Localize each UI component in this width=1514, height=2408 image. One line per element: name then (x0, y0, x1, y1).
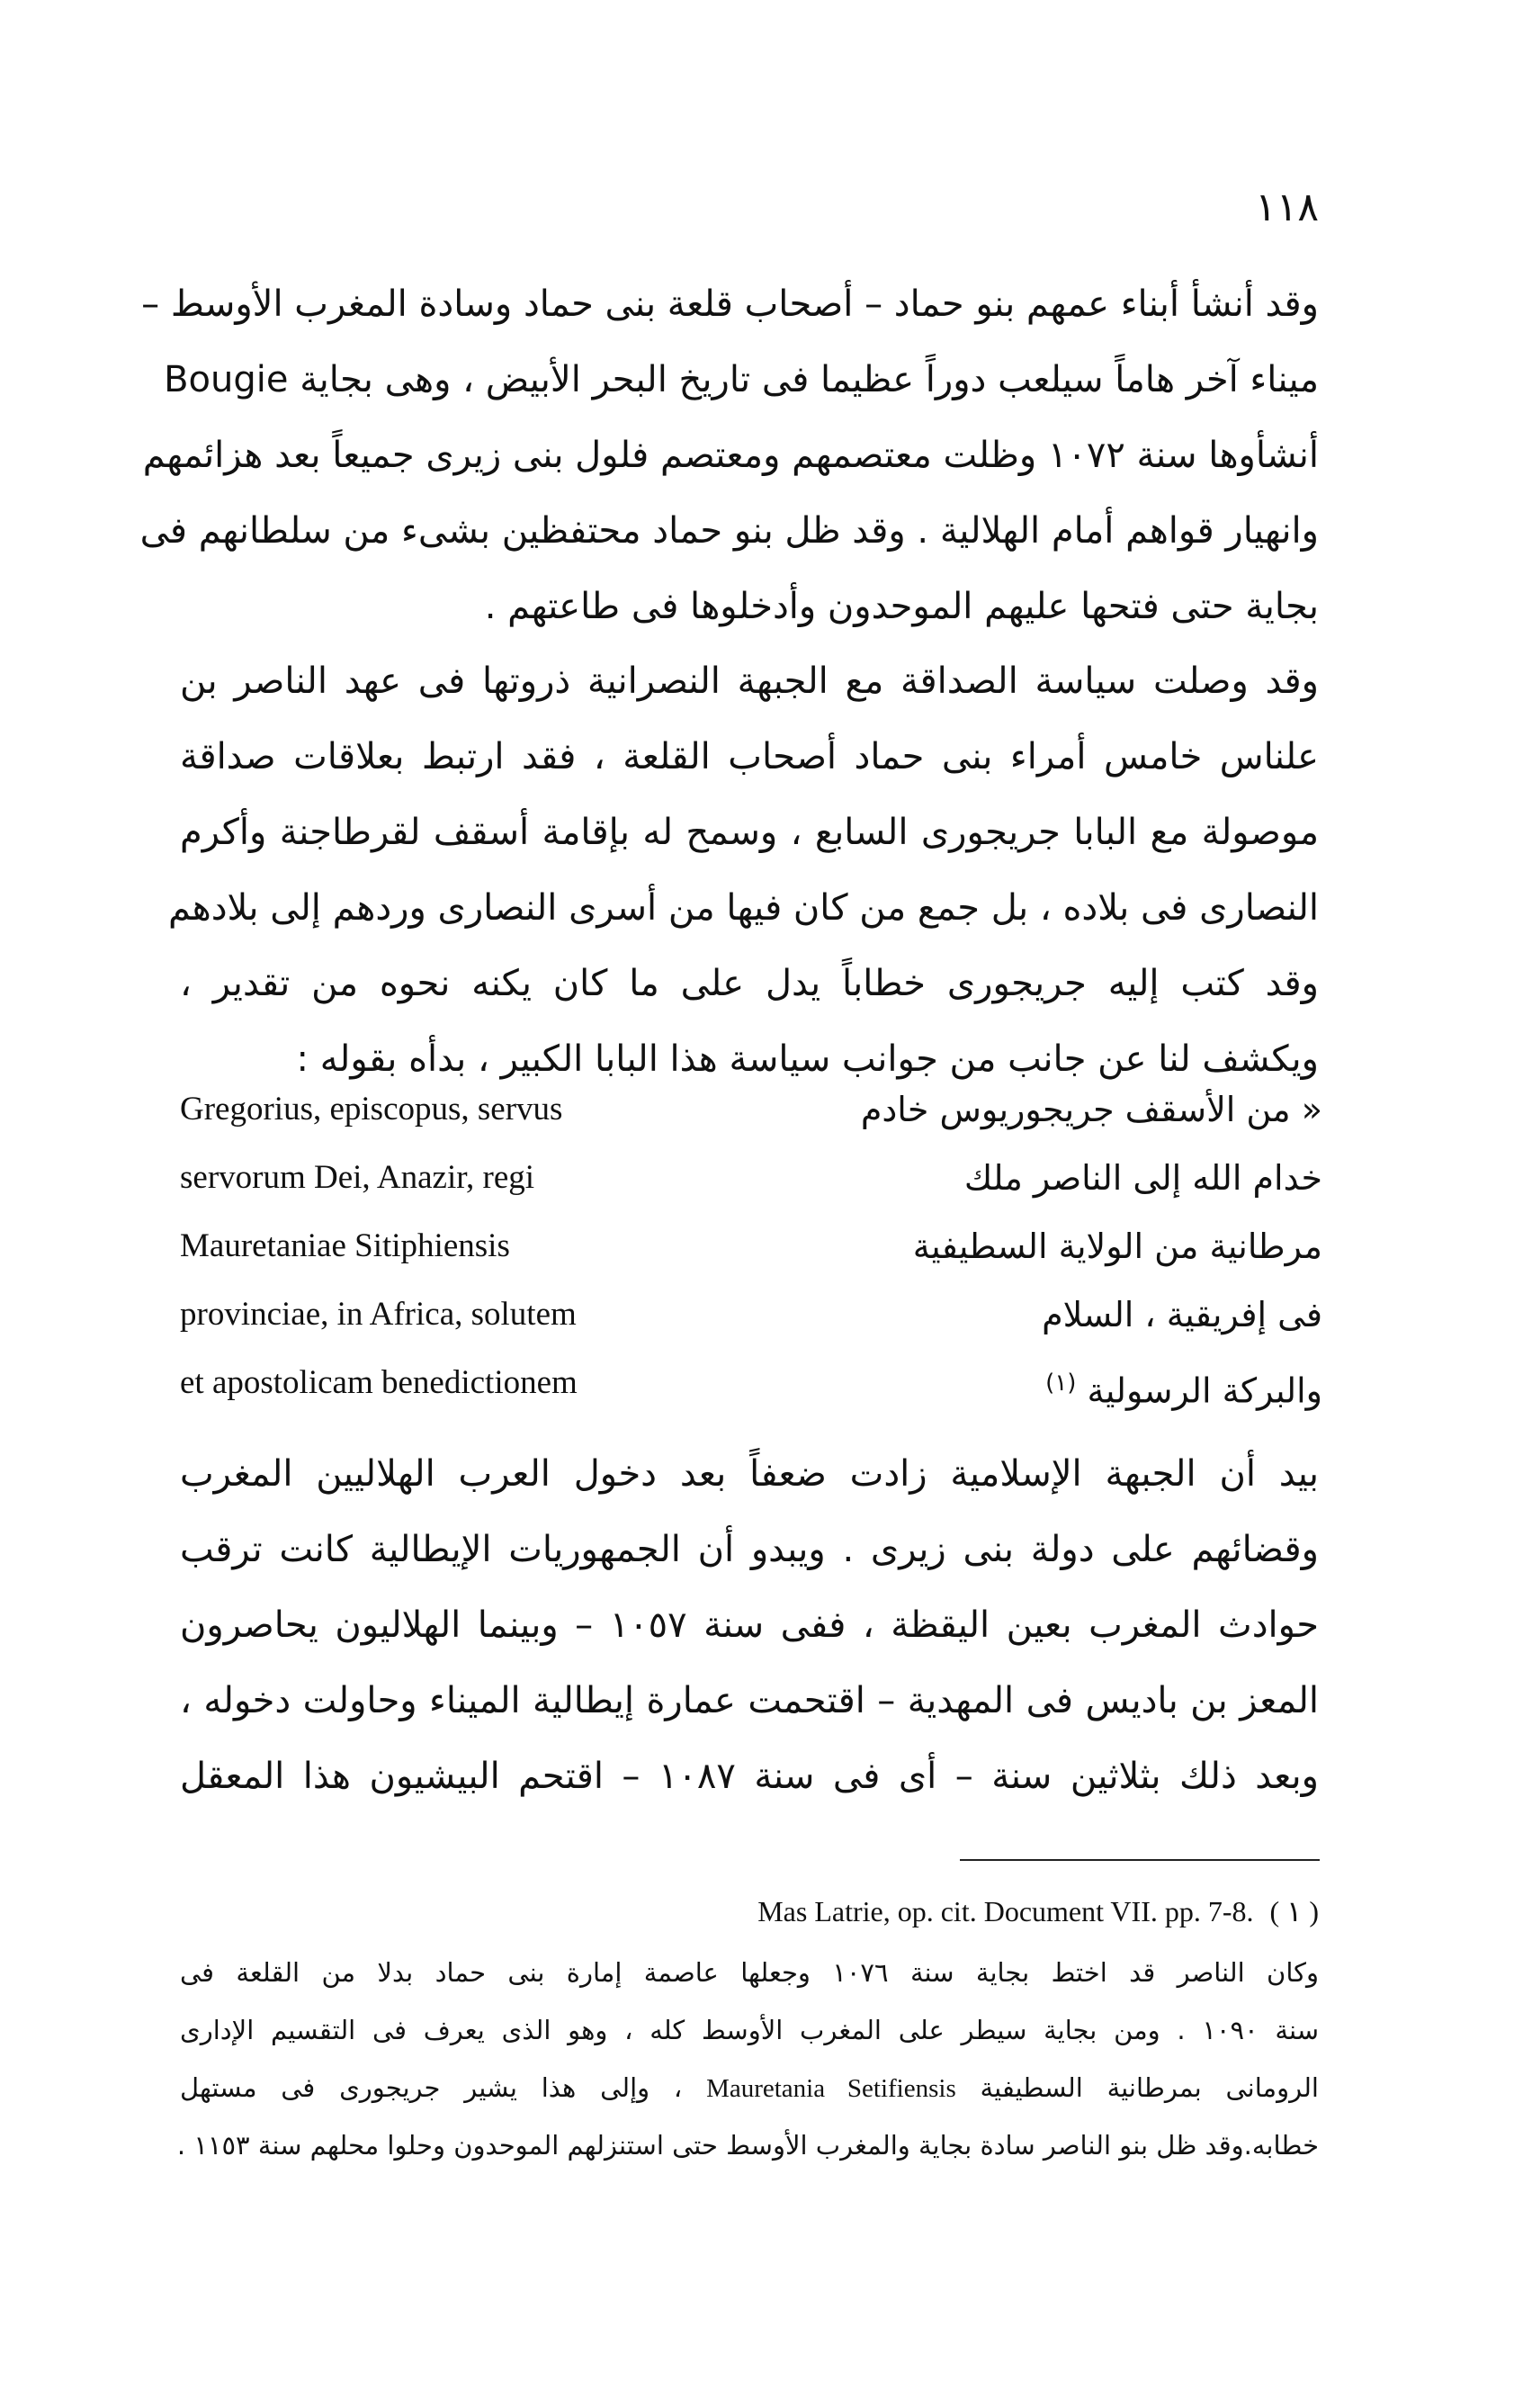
paragraph-italian-republics (180, 1436, 1319, 1814)
quote-row (180, 1212, 1322, 1280)
footnote-line (180, 2059, 1319, 2116)
paragraph-bougie (139, 266, 1319, 644)
text-line: ميناء آخر هاماً سيلعب دوراً عظيما فى تاريخ البحر الأبيض ، وهى بجاية Bougie (164, 359, 1319, 400)
quote-row (180, 1075, 1322, 1144)
footnote-citation (757, 1886, 1319, 1936)
text-line: بجاية حتى فتحها عليهم الموحدون وأدخلوها فى طاعتهم . (484, 586, 1319, 627)
text-line: موصولة مع البابا جريجورى السابع ، وسمح له بإقامة أسقف لقرطاجنة وأكرم (180, 812, 1319, 853)
quote-arabic-text: والبركة الرسولية (1087, 1370, 1322, 1411)
quote-arabic-line (1045, 1349, 1322, 1417)
text-line: بيد أن الجبهة الإسلامية زادت ضعفاً بعد دخول العرب الهلاليين المغرب (180, 1453, 1319, 1495)
footnote-line-part: ، وإلى هذا يشير جريجورى فى مستهل (180, 2072, 683, 2103)
bilingual-quote (180, 1075, 1322, 1435)
quote-arabic-line: خدام الله إلى الناصر ملك (963, 1158, 1322, 1198)
text-line: وقد وصلت سياسة الصداقة مع الجبهة النصرانية ذروتها فى عهد الناصر بن (180, 660, 1319, 702)
footnote-separator (960, 1859, 1320, 1861)
footnote-line: سنة ١٠٩٠ . ومن بجاية سيطر على المغرب الأوسط كله ، وهو الذى يعرف فى التقسيم الإدارى (180, 2015, 1319, 2045)
footnote-line: وكان الناصر قد اختط بجاية سنة ١٠٧٦ وجعلها عاصمة إمارة بنى حماد بدلا من القلعة فى (180, 1957, 1319, 1988)
text-line: وقضائهم على دولة بنى زيرى . ويبدو أن الجمهوريات الإيطالية كانت ترقب (180, 1529, 1319, 1570)
footnote-reference: (١) (1045, 1370, 1077, 1397)
text-line: النصارى فى بلاده ، بل جمع من كان فيها من أسرى النصارى وردهم إلى بلادهم (168, 887, 1319, 929)
quote-latin-line: servorum Dei, Anazir, regi (180, 1159, 535, 1196)
footnote-citation-text: Mas Latrie, op. cit. Document VII. pp. 7-8. (757, 1895, 1254, 1927)
quote-arabic-line: « من الأسقف جريجوريوس خادم (860, 1090, 1322, 1129)
text-line: وبعد ذلك بثلاثين سنة – أى فى سنة ١٠٨٧ – اقتحم البيشيون هذا المعقل (180, 1756, 1319, 1797)
text-line: وانهيار قواهم أمام الهلالية . وقد ظل بنو حماد محتفظين بشىء من سلطانهم فى (139, 510, 1319, 552)
footnote-line-part: الرومانى بمرطانية السطيفية (980, 2072, 1319, 2103)
quote-arabic-line: مرطانية من الولاية السطيفية (912, 1226, 1322, 1266)
paragraph-friendship-policy (168, 643, 1319, 1097)
page-number: ١١٨ (1255, 184, 1319, 230)
footnote-latin-term: Mauretania Setifiensis (706, 2074, 956, 2103)
quote-row (180, 1280, 1322, 1349)
text-line: المعز بن باديس فى المهدية – اقتحمت عمارة إيطالية الميناء وحاولت دخوله ، (180, 1680, 1319, 1721)
quote-row (180, 1349, 1322, 1417)
text-line: ويكشف لنا عن جانب من جوانب سياسة هذا البابا الكبير ، بدأه بقوله : (296, 1038, 1319, 1080)
text-line: حوادث المغرب بعين اليقظة ، ففى سنة ١٠٥٧ – وبينما الهلاليون يحاصرون (180, 1604, 1320, 1646)
footnote-line: خطابه.وقد ظل بنو الناصر سادة بجاية والمغرب الأوسط حتى استنزلهم الموحدون وحلوا محلهم سنة ١١٥٣ . (176, 2130, 1319, 2161)
quote-latin-line: Gregorius, episcopus, servus (180, 1091, 563, 1128)
text-line: أنشأوها سنة ١٠٧٢ وظلت معتصمهم ومعتصم فلول بنى زيرى جميعاً بعد هزائمهم (142, 435, 1319, 476)
quote-latin-line: et apostolicam benedictionem (180, 1364, 578, 1401)
text-line: وقد أنشأ أبناء عمهم بنو حماد – أصحاب قلعة بنى حماد وسادة المغرب الأوسط – (141, 283, 1319, 325)
quote-latin-line: Mauretaniae Sitiphiensis (180, 1227, 510, 1264)
footnote-number: ( ١ ) (1269, 1895, 1319, 1927)
quote-arabic-line: فى إفريقية ، السلام (1042, 1295, 1322, 1334)
quote-latin-line: provinciae, in Africa, solutem (180, 1296, 577, 1333)
footnote-text (176, 1944, 1319, 2174)
text-line: علناس خامس أمراء بنى حماد أصحاب القلعة ، فقد ارتبط بعلاقات صداقة (180, 736, 1319, 777)
text-line: وقد كتب إليه جريجورى خطاباً يدل على ما كان يكنه نحوه من تقدير ، (180, 963, 1319, 1004)
quote-row (180, 1144, 1322, 1212)
